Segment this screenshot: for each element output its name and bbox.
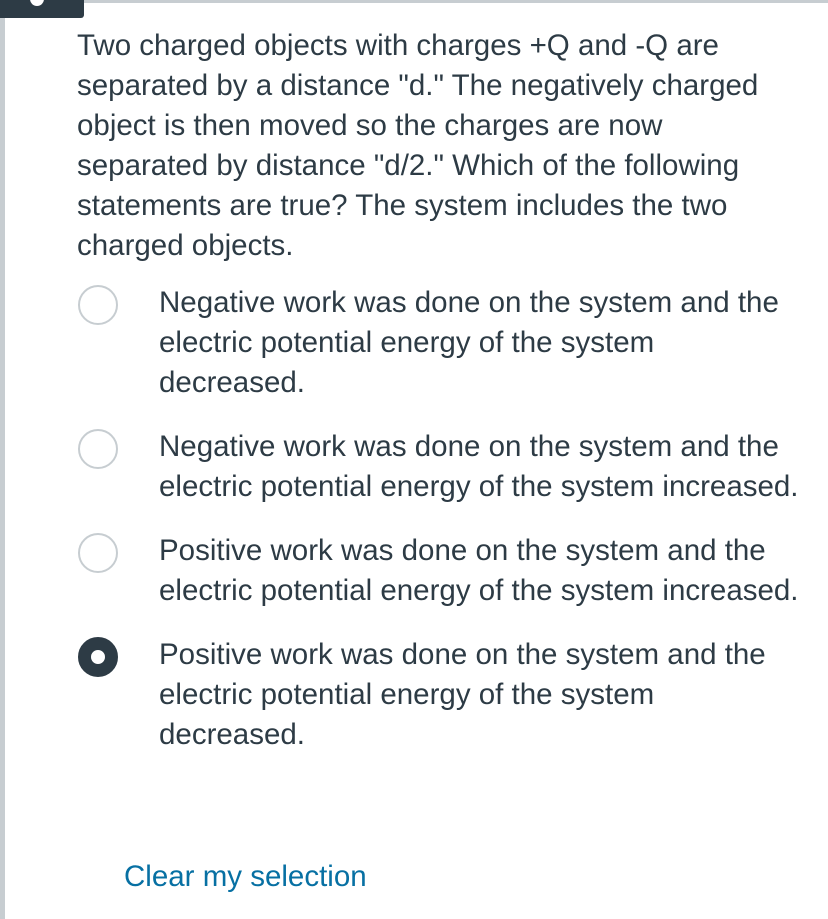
answer-label[interactable]: Positive work was done on the system and the electric potential energy of the system decreased. [159, 638, 766, 751]
answer-label[interactable]: Negative work was done on the system and the electric potential energy of the system increased. [159, 430, 799, 503]
answer-option[interactable] [78, 283, 818, 403]
clear-selection-link[interactable]: Clear my selection [124, 860, 367, 893]
answer-label[interactable]: Positive work was done on the system and the electric potential energy of the system increased. [159, 534, 799, 607]
question-header-cap [0, 0, 84, 18]
question-status-icon [30, 0, 44, 6]
radio-button-selected[interactable] [78, 637, 118, 677]
left-border [0, 0, 5, 919]
answer-list [78, 283, 818, 779]
radio-button[interactable] [78, 533, 118, 573]
top-border [0, 0, 828, 3]
answer-label[interactable]: Negative work was done on the system and the electric potential energy of the system decreased. [159, 286, 779, 399]
radio-button[interactable] [78, 429, 118, 469]
answer-option-selected[interactable] [78, 635, 818, 755]
answer-option[interactable] [78, 531, 818, 611]
question-text: Two charged objects with charges +Q and -Q are separated by a distance "d." The negatively charged object is then moved so the charges are now separated by distance "d/2." Which of the following statements are true? The system includes the two charged objects. [77, 29, 759, 262]
answer-option[interactable] [78, 427, 818, 507]
radio-button[interactable] [78, 285, 118, 325]
